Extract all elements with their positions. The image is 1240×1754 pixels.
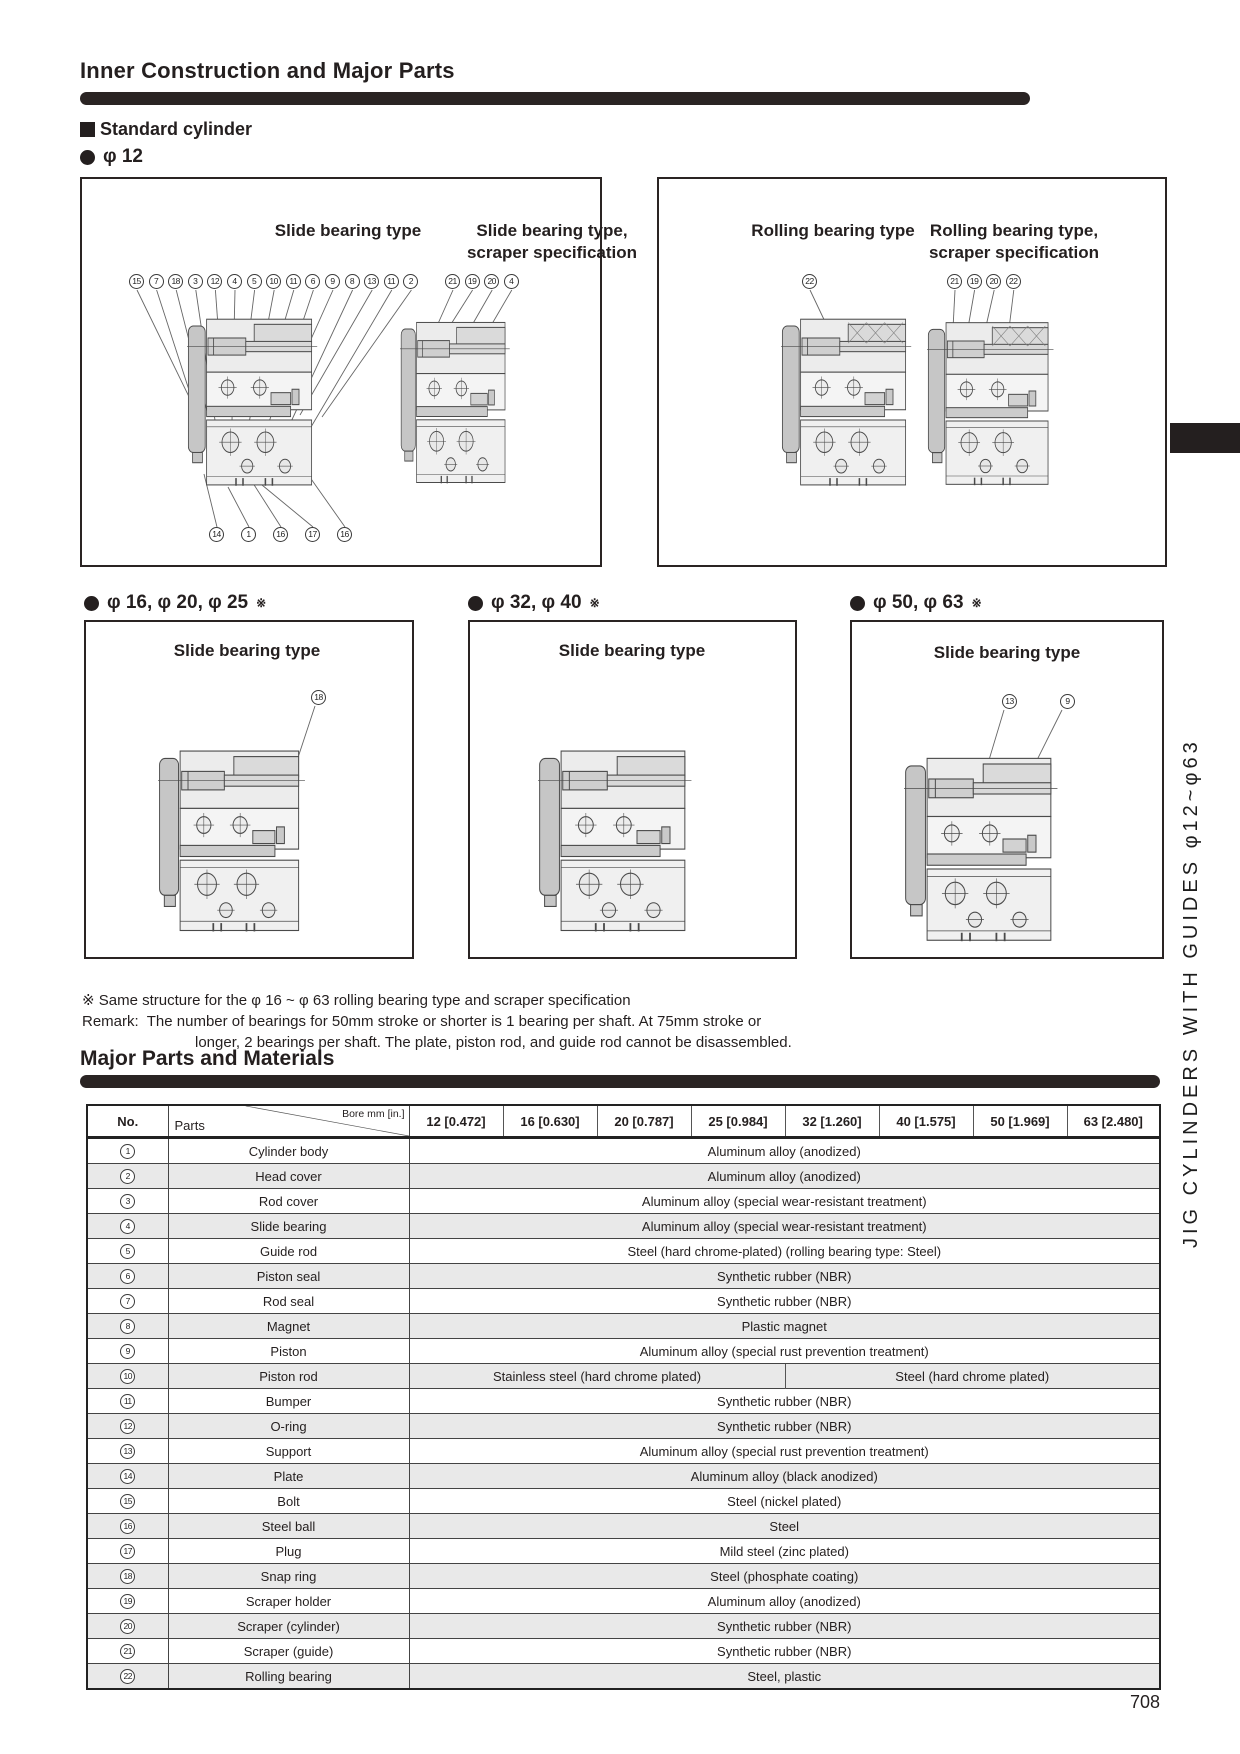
callout-22: 22	[1006, 274, 1021, 289]
part-name: Scraper holder	[168, 1589, 409, 1614]
part-number-cell	[87, 1539, 168, 1564]
part-name: Rolling bearing	[168, 1664, 409, 1690]
part-name: O-ring	[168, 1414, 409, 1439]
title-rule	[80, 92, 1030, 105]
diagram-title-line2: scraper specification	[928, 243, 1100, 262]
part-number: 5	[120, 1244, 135, 1259]
table-row	[87, 1289, 1160, 1314]
part-material: Steel (nickel plated)	[409, 1489, 1160, 1514]
callout-row-bottom	[209, 527, 352, 542]
table-row	[87, 1414, 1160, 1439]
table-row	[87, 1389, 1160, 1414]
part-number: 12	[120, 1419, 135, 1434]
bore-col-header: 12 [0.472]	[409, 1105, 503, 1138]
diagram-box-phi16-25	[84, 620, 414, 959]
circle-bullet-icon	[468, 596, 483, 611]
part-number: 1	[120, 1144, 135, 1159]
callout-4: 4	[504, 274, 519, 289]
section-rule	[80, 1075, 1160, 1088]
part-material: Aluminum alloy (black anodized)	[409, 1464, 1160, 1489]
parts-table-body	[87, 1138, 1160, 1690]
part-number: 14	[120, 1469, 135, 1484]
part-material: Aluminum alloy (anodized)	[409, 1138, 1160, 1164]
part-number: 11	[120, 1394, 135, 1409]
part-material: Aluminum alloy (anodized)	[409, 1164, 1160, 1189]
table-row	[87, 1514, 1160, 1539]
diagram-box-phi32-40	[468, 620, 797, 959]
diagram-box-phi12-slide	[80, 177, 638, 567]
bore-col-header: 16 [0.630]	[503, 1105, 597, 1138]
callout-17: 17	[305, 527, 320, 542]
remark-text-line1: The number of bearings for 50mm stroke or shorter is 1 bearing per shaft. At 75mm stroke or	[146, 1013, 762, 1030]
part-name: Slide bearing	[168, 1214, 409, 1239]
callout-11: 11	[384, 274, 399, 289]
callout-13: 13	[1002, 694, 1017, 709]
part-number-cell	[87, 1464, 168, 1489]
part-number: 2	[120, 1169, 135, 1184]
part-number: 6	[120, 1269, 135, 1284]
callout-row-main	[129, 274, 418, 289]
diagram-title: Rolling bearing type	[751, 221, 915, 240]
part-number-cell	[87, 1189, 168, 1214]
reference-mark: ※	[256, 596, 267, 610]
part-name: Piston	[168, 1339, 409, 1364]
part-number: 7	[120, 1294, 135, 1309]
part-number-cell	[87, 1239, 168, 1264]
table-row	[87, 1564, 1160, 1589]
table-row	[87, 1639, 1160, 1664]
part-material: Synthetic rubber (NBR)	[409, 1289, 1160, 1314]
cylinder-cross-section-diagram	[187, 297, 327, 502]
part-number-cell	[87, 1639, 168, 1664]
callout-9: 9	[1060, 694, 1075, 709]
table-row	[87, 1189, 1160, 1214]
remark-label: Remark:	[82, 1013, 139, 1030]
part-name: Snap ring	[168, 1564, 409, 1589]
part-material: Synthetic rubber (NBR)	[409, 1614, 1160, 1639]
callout-10: 10	[266, 274, 281, 289]
callout-2: 2	[403, 274, 418, 289]
callout-22: 22	[802, 274, 817, 289]
table-row	[87, 1664, 1160, 1690]
part-number: 15	[120, 1494, 135, 1509]
part-material: Aluminum alloy (special rust prevention treatment)	[409, 1339, 1160, 1364]
part-material: Aluminum alloy (special rust prevention treatment)	[409, 1439, 1160, 1464]
bore-col-header: 32 [1.260]	[785, 1105, 879, 1138]
callout-16: 16	[273, 527, 288, 542]
square-bullet-icon	[80, 122, 95, 137]
col-header-bore: Bore mm [in.]	[342, 1108, 405, 1120]
callout-7: 7	[149, 274, 164, 289]
bore-heading-phi32-40	[468, 592, 600, 614]
parts-materials-table	[86, 1104, 1161, 1690]
part-name: Rod cover	[168, 1189, 409, 1214]
cylinder-cross-section-diagram-rolling	[781, 297, 921, 502]
part-material: Aluminum alloy (anodized)	[409, 1589, 1160, 1614]
bore-col-header: 50 [1.969]	[973, 1105, 1067, 1138]
part-material: Steel, plastic	[409, 1664, 1160, 1690]
table-row	[87, 1239, 1160, 1264]
table-header-row	[87, 1105, 1160, 1138]
cylinder-cross-section-diagram	[158, 727, 316, 949]
callout-8: 8	[345, 274, 360, 289]
callout-row-scraper	[947, 274, 1021, 289]
callout-19: 19	[465, 274, 480, 289]
diagram-box-phi12-rolling	[657, 177, 1167, 567]
chapter-tab	[1170, 423, 1240, 453]
bore-col-header: 40 [1.575]	[879, 1105, 973, 1138]
callout-row-scraper	[445, 274, 519, 289]
callout-14: 14	[209, 527, 224, 542]
callout-18: 18	[168, 274, 183, 289]
part-number: 18	[120, 1569, 135, 1584]
standard-cylinder-heading	[80, 119, 252, 140]
table-row	[87, 1314, 1160, 1339]
part-material: Synthetic rubber (NBR)	[409, 1414, 1160, 1439]
note-same-structure: ※ Same structure for the φ 16 ~ φ 63 rolling bearing type and scraper specification	[82, 992, 631, 1009]
bore-col-header: 63 [2.480]	[1067, 1105, 1160, 1138]
part-number-cell	[87, 1564, 168, 1589]
part-material: Stainless steel (hard chrome plated)	[409, 1364, 785, 1389]
part-name: Head cover	[168, 1164, 409, 1189]
table-row	[87, 1264, 1160, 1289]
callout-13: 13	[364, 274, 379, 289]
callout-19: 19	[967, 274, 982, 289]
part-material: Steel (hard chrome plated)	[785, 1364, 1160, 1389]
part-number-cell	[87, 1414, 168, 1439]
part-number-cell	[87, 1514, 168, 1539]
table-row	[87, 1614, 1160, 1639]
circle-bullet-icon	[850, 596, 865, 611]
part-number: 17	[120, 1544, 135, 1559]
diagram-box-phi50-63	[850, 620, 1164, 959]
callout-11: 11	[286, 274, 301, 289]
callout-20: 20	[986, 274, 1001, 289]
bore-heading-phi50-63	[850, 592, 982, 614]
cylinder-cross-section-diagram	[538, 727, 703, 949]
table-row	[87, 1214, 1160, 1239]
part-name: Steel ball	[168, 1514, 409, 1539]
part-material: Aluminum alloy (special wear-resistant treatment)	[409, 1189, 1160, 1214]
part-number: 19	[120, 1594, 135, 1609]
diagram-title-line1: Rolling bearing type,	[929, 221, 1099, 240]
circle-bullet-icon	[80, 150, 95, 165]
table-row	[87, 1164, 1160, 1189]
callout-20: 20	[484, 274, 499, 289]
table-row	[87, 1539, 1160, 1564]
callout-4: 4	[227, 274, 242, 289]
part-number-cell	[87, 1214, 168, 1239]
callout-16: 16	[337, 527, 352, 542]
part-number-cell	[87, 1138, 168, 1164]
bore-heading-phi16-25	[84, 592, 266, 614]
part-number-cell	[87, 1339, 168, 1364]
cylinder-cross-section-diagram-scraper	[400, 301, 518, 499]
part-number-cell	[87, 1389, 168, 1414]
part-name: Guide rod	[168, 1239, 409, 1264]
page-title: Inner Construction and Major Parts	[80, 58, 455, 83]
callout-row-main	[802, 274, 817, 289]
circle-bullet-icon	[84, 596, 99, 611]
col-header-parts-bore	[168, 1105, 409, 1138]
table-row	[87, 1439, 1160, 1464]
bore-col-header: 25 [0.984]	[691, 1105, 785, 1138]
table-row	[87, 1589, 1160, 1614]
diagram-title-two-line	[929, 220, 1099, 264]
part-number: 3	[120, 1194, 135, 1209]
part-number-cell	[87, 1364, 168, 1389]
part-number-cell	[87, 1164, 168, 1189]
diagram-title: Slide bearing type	[933, 643, 1081, 662]
part-number: 20	[120, 1619, 135, 1634]
reference-mark: ※	[971, 596, 982, 610]
part-number: 8	[120, 1319, 135, 1334]
part-number-cell	[87, 1589, 168, 1614]
callout-21: 21	[445, 274, 460, 289]
callout-18: 18	[311, 690, 326, 705]
col-header-parts: Parts	[174, 1118, 205, 1133]
bore-col-header: 20 [0.787]	[597, 1105, 691, 1138]
callout-row	[1002, 694, 1075, 709]
callout-9: 9	[325, 274, 340, 289]
diagram-title-line2: scraper specification	[466, 243, 638, 262]
part-number: 22	[120, 1669, 135, 1684]
part-number-cell	[87, 1489, 168, 1514]
part-number-cell	[87, 1439, 168, 1464]
table-row	[87, 1364, 1160, 1389]
page-number: 708	[1129, 1692, 1160, 1712]
part-number: 13	[120, 1444, 135, 1459]
table-row	[87, 1339, 1160, 1364]
note-remark	[82, 1012, 761, 1031]
part-number: 9	[120, 1344, 135, 1359]
diagram-title: Slide bearing type	[274, 221, 422, 240]
cylinder-cross-section-diagram-rolling-scraper	[927, 301, 1063, 501]
bore-label-phi12: φ 12	[103, 146, 144, 167]
part-name: Bolt	[168, 1489, 409, 1514]
part-number-cell	[87, 1264, 168, 1289]
part-name: Plug	[168, 1539, 409, 1564]
part-name: Bumper	[168, 1389, 409, 1414]
cylinder-cross-section-diagram	[904, 734, 1069, 959]
part-name: Piston rod	[168, 1364, 409, 1389]
part-number-cell	[87, 1664, 168, 1690]
part-material: Synthetic rubber (NBR)	[409, 1639, 1160, 1664]
part-material: Steel (phosphate coating)	[409, 1564, 1160, 1589]
bore-label: φ 32, φ 40	[491, 592, 582, 613]
bore-heading-phi12	[80, 146, 143, 168]
diagram-title: Slide bearing type	[558, 641, 706, 660]
part-name: Scraper (guide)	[168, 1639, 409, 1664]
diagram-title-two-line	[467, 220, 637, 264]
table-row	[87, 1138, 1160, 1164]
part-name: Scraper (cylinder)	[168, 1614, 409, 1639]
part-material: Synthetic rubber (NBR)	[409, 1264, 1160, 1289]
part-material: Synthetic rubber (NBR)	[409, 1389, 1160, 1414]
part-number-cell	[87, 1614, 168, 1639]
diagram-title-line1: Slide bearing type,	[476, 221, 628, 240]
table-row	[87, 1489, 1160, 1514]
part-material: Steel (hard chrome-plated) (rolling bearing type: Steel)	[409, 1239, 1160, 1264]
part-name: Plate	[168, 1464, 409, 1489]
standard-cylinder-label: Standard cylinder	[100, 119, 253, 139]
part-name: Magnet	[168, 1314, 409, 1339]
callout-row	[311, 690, 326, 705]
part-number: 16	[120, 1519, 135, 1534]
reference-mark: ※	[589, 596, 600, 610]
diagram-title: Slide bearing type	[173, 641, 321, 660]
part-number-cell	[87, 1314, 168, 1339]
bore-label: φ 16, φ 20, φ 25	[107, 592, 249, 613]
note-remark-line2: longer, 2 bearings per shaft. The plate, piston rod, and guide rod cannot be disassembled.	[195, 1034, 792, 1051]
part-number-cell	[87, 1289, 168, 1314]
callout-3: 3	[188, 274, 203, 289]
callout-15: 15	[129, 274, 144, 289]
callout-5: 5	[247, 274, 262, 289]
part-number: 10	[120, 1369, 135, 1384]
part-material: Aluminum alloy (special wear-resistant treatment)	[409, 1214, 1160, 1239]
sidebar-vertical-title: JIG CYLINDERS WITH GUIDES φ12~φ63	[1180, 738, 1202, 1248]
part-material: Mild steel (zinc plated)	[409, 1539, 1160, 1564]
table-row	[87, 1464, 1160, 1489]
callout-12: 12	[207, 274, 222, 289]
col-header-no: No.	[87, 1105, 168, 1138]
part-number: 21	[120, 1644, 135, 1659]
callout-1: 1	[241, 527, 256, 542]
callout-21: 21	[947, 274, 962, 289]
part-name: Rod seal	[168, 1289, 409, 1314]
part-number: 4	[120, 1219, 135, 1234]
part-name: Cylinder body	[168, 1138, 409, 1164]
part-name: Support	[168, 1439, 409, 1464]
bore-label: φ 50, φ 63	[873, 592, 964, 613]
section-title-major-parts: Major Parts and Materials	[80, 1047, 335, 1070]
part-name: Piston seal	[168, 1264, 409, 1289]
part-material: Steel	[409, 1514, 1160, 1539]
callout-6: 6	[305, 274, 320, 289]
part-material: Plastic magnet	[409, 1314, 1160, 1339]
